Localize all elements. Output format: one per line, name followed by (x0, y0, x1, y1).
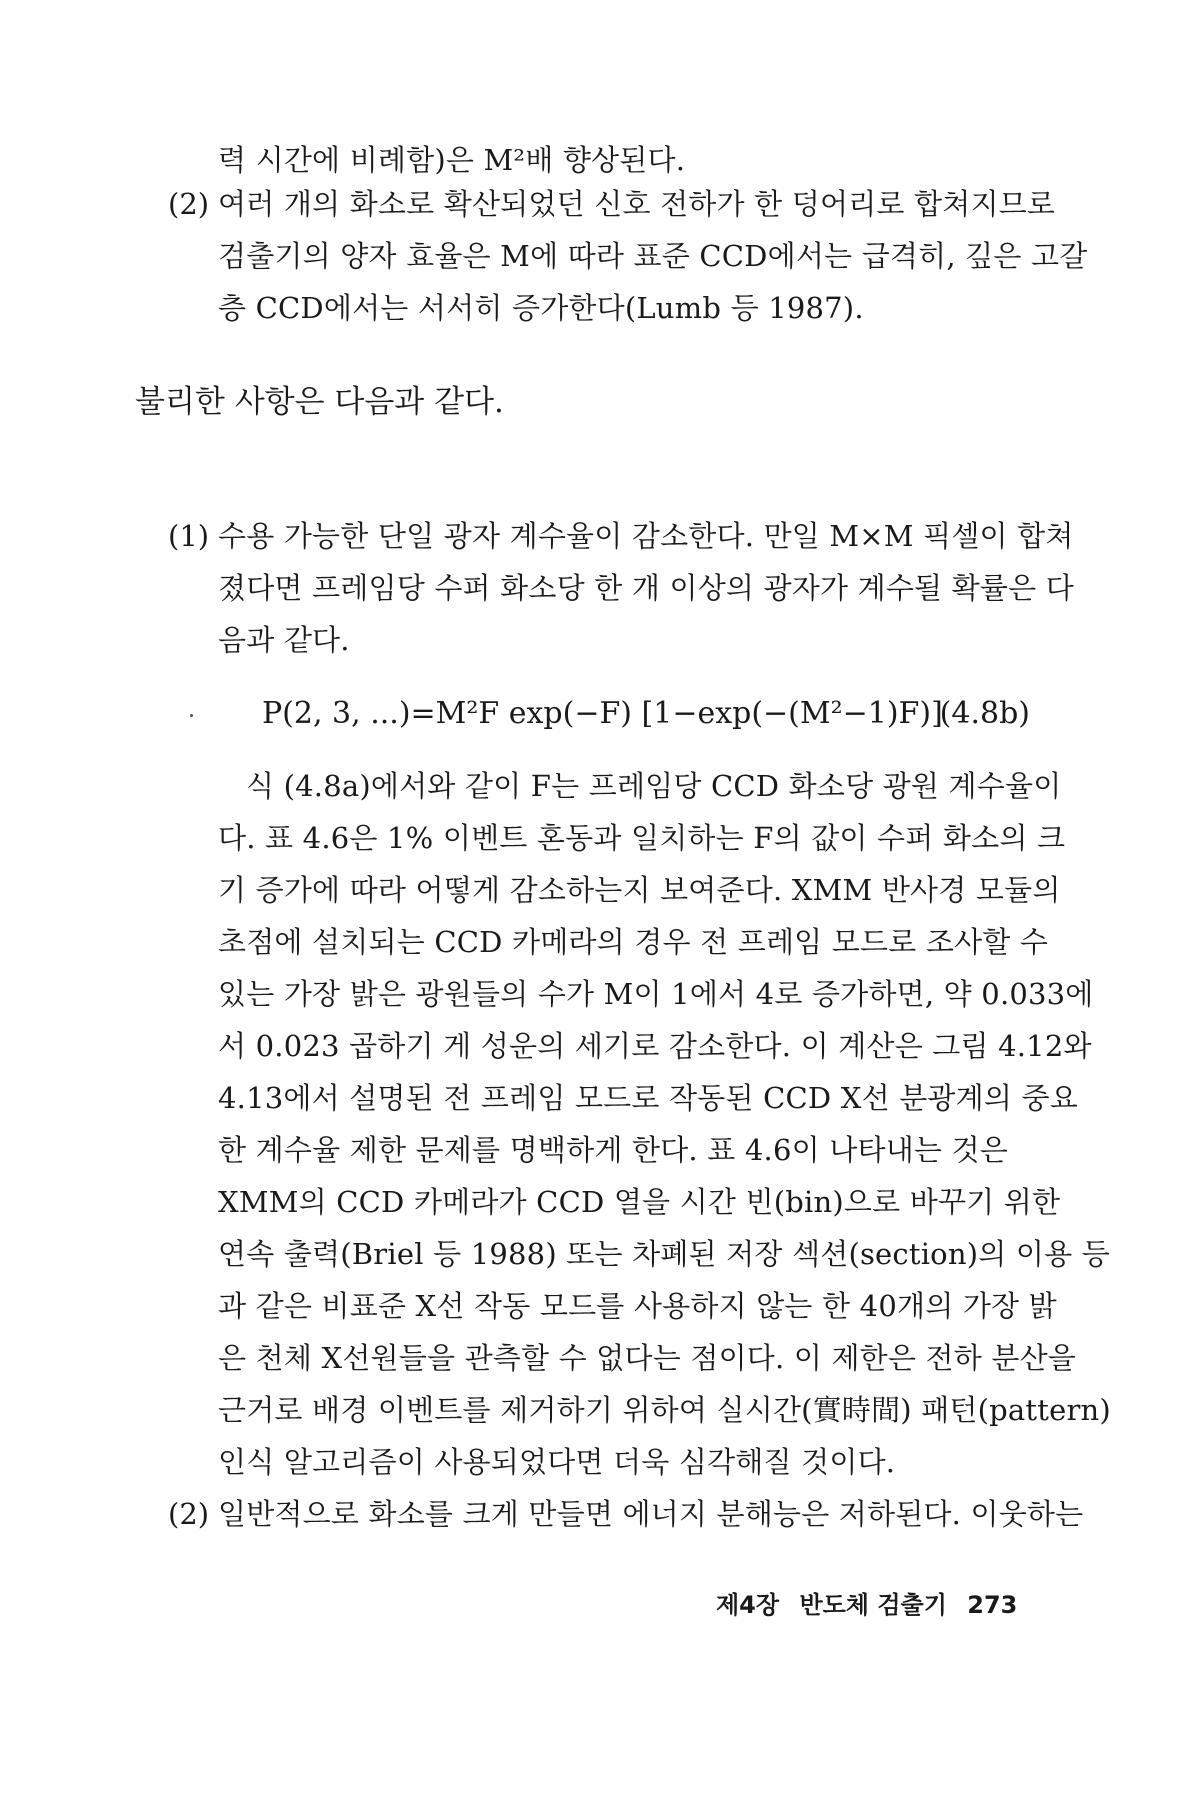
paragraph-line: 한 계수율 제한 문제를 명백하게 한다. 표 4.6이 나타내는 것은 (218, 1133, 1008, 1167)
section-heading: 불리한 사항은 다음과 같다. (135, 384, 504, 420)
margin-dot (190, 714, 193, 717)
chapter-label: 제4장 (716, 1591, 780, 1619)
paragraph-line: 초점에 설치되는 CCD 카메라의 경우 전 프레임 모드로 조사할 수 (218, 925, 1049, 959)
list-marker: (2) (168, 187, 210, 221)
list-item-line: 수용 가능한 단일 광자 계수율이 감소한다. 만일 M×M 픽셀이 합쳐 (218, 519, 1074, 553)
list-marker: (2) (168, 1497, 210, 1531)
paragraph-line: 인식 알고리즘이 사용되었다면 더욱 심각해질 것이다. (218, 1445, 896, 1479)
page-number: 273 (967, 1591, 1018, 1619)
paragraph-line: 근거로 배경 이벤트를 제거하기 위하여 실시간(實時間) 패턴(pattern) (218, 1393, 1111, 1427)
paragraph-line: XMM의 CCD 카메라가 CCD 열을 시간 빈(bin)으로 바꾸기 위한 (218, 1185, 1061, 1219)
paragraph-line: 연속 출력(Briel 등 1988) 또는 차폐된 저장 섹션(section)의 이용 등 (218, 1237, 1110, 1271)
list-marker: (1) (168, 519, 210, 553)
paragraph-line: 4.13에서 설명된 전 프레임 모드로 작동된 CCD X선 분광계의 중요 (218, 1081, 1078, 1115)
list-item-line: 여러 개의 화소로 확산되었던 신호 전하가 한 덩어리로 합쳐지므로 (218, 187, 1056, 221)
intro-line: 력 시간에 비례함)은 M²배 향상된다. (218, 143, 686, 177)
list-item-line: 층 CCD에서는 서서히 증가한다(Lumb 등 1987). (218, 291, 864, 325)
equation-number: (4.8b) (939, 696, 1030, 731)
equation-body: P(2, 3, ...)=M²F exp(−F) [1−exp(−(M²−1)F)] (262, 696, 943, 731)
list-item-line: 일반적으로 화소를 크게 만들면 에너지 분해능은 저하된다. 이웃하는 (218, 1497, 1084, 1531)
paragraph-line: 다. 표 4.6은 1% 이벤트 혼동과 일치하는 F의 값이 수퍼 화소의 크 (218, 821, 1066, 855)
paragraph-line: 있는 가장 밝은 광원들의 수가 M이 1에서 4로 증가하면, 약 0.033에 (218, 977, 1094, 1011)
paragraph-line: 서 0.023 곱하기 게 성운의 세기로 감소한다. 이 계산은 그림 4.12와 (218, 1029, 1092, 1063)
chapter-title: 반도체 검출기 (799, 1591, 947, 1619)
page-footer (716, 1588, 1018, 1622)
paragraph-line: 은 천체 X선원들을 관측할 수 없다는 점이다. 이 제한은 전하 분산을 (218, 1341, 1077, 1375)
paragraph-line: 과 같은 비표준 X선 작동 모드를 사용하지 않는 한 40개의 가장 밝 (218, 1289, 1057, 1323)
paragraph-line: 식 (4.8a)에서와 같이 F는 프레임당 CCD 화소당 광원 계수율이 (246, 769, 1062, 803)
list-item-line: 음과 같다. (218, 623, 350, 657)
list-item-line: 졌다면 프레임당 수퍼 화소당 한 개 이상의 광자가 계수될 확률은 다 (218, 571, 1074, 605)
list-item-line: 검출기의 양자 효율은 M에 따라 표준 CCD에서는 급격히, 깊은 고갈 (218, 239, 1088, 273)
equation (262, 692, 1030, 736)
paragraph-line: 기 증가에 따라 어떻게 감소하는지 보여준다. XMM 반사경 모듈의 (218, 873, 1061, 907)
